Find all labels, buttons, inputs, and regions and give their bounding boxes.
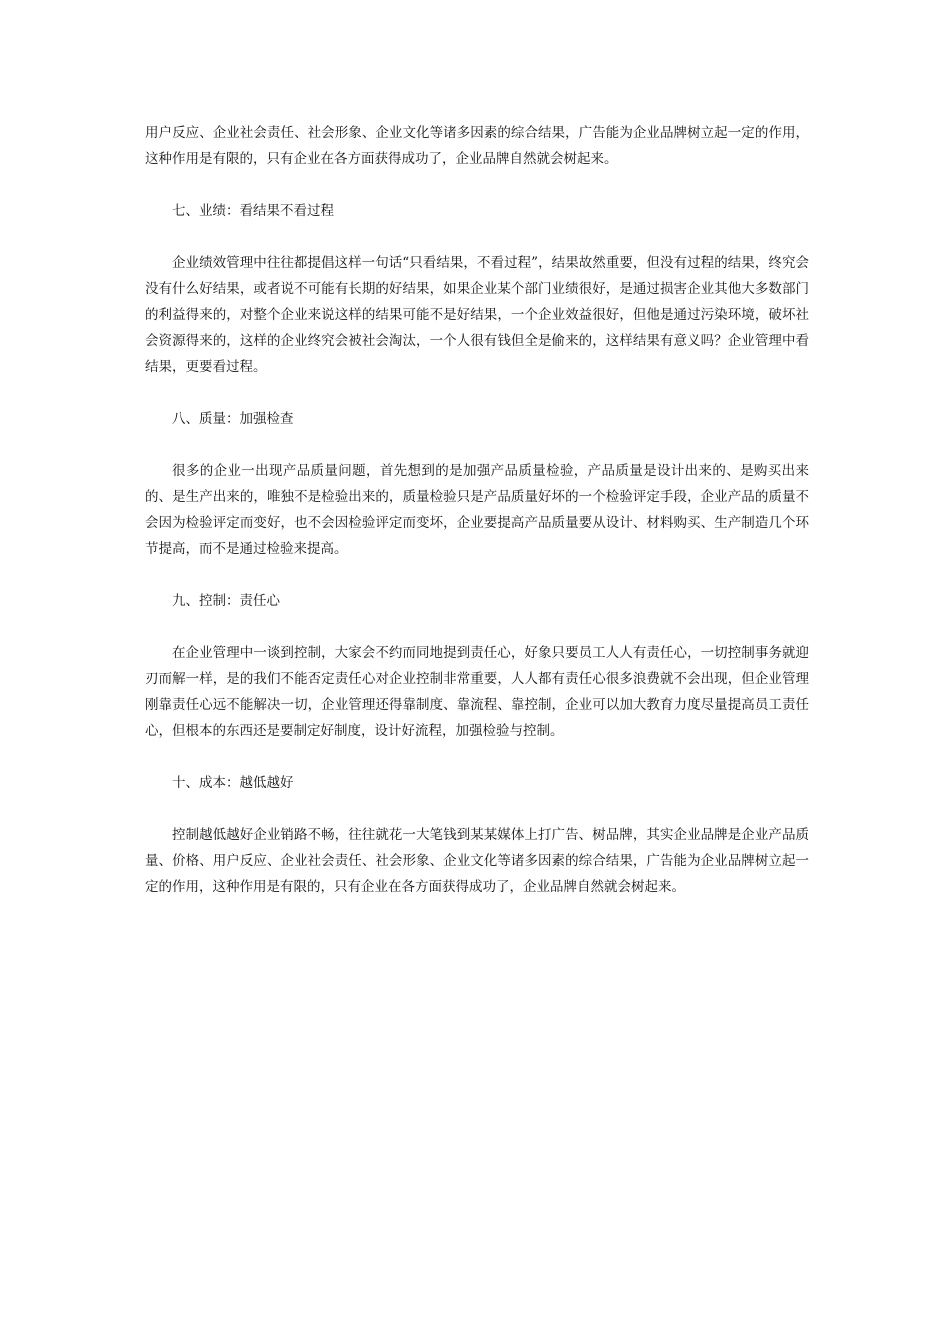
section-body-9: 在企业管理中一谈到控制，大家会不约而同地提到责任心，好象只要员工人人有责任心，一切控制事务就迎刃而解一样，是的我们不能否定责任心对企业控制非常重要，人人都有责任心很多浪费就不会出现，但企业管理刚靠责任心远不能解决一切，企业管理还得靠制度、靠流程、靠控制，企业可以加大教育力度尽量提高员工责任心，但根本的东西还是要制定好制度，设计好流程，加强检验与控制。	[145, 645, 809, 739]
section-body-8: 很多的企业一出现产品质量问题，首先想到的是加强产品质量检验，产品质量是设计出来的、是购买出来的、是生产出来的，唯独不是检验出来的，质量检验只是产品质量好坏的一个检验评定手段，企业产品的质量不会因为检验评定而变好，也不会因检验评定而变坏，企业要提高产品质量要从设计、材料购买、生产制造几个环节提高，而不是通过检验来提高。	[145, 463, 809, 557]
section-heading-10: 十、成本：越低越好	[172, 775, 294, 791]
section-body-10: 控制越低越好企业销路不畅，往往就花一大笔钱到某某媒体上打广告、树品牌，其实企业品牌是企业产品质量、价格、用户反应、企业社会责任、社会形象、企业文化等诸多因素的综合结果，广告能为企业品牌树立起一定的作用，这种作用是有限的，只有企业在各方面获得成功了，企业品牌自然就会树起来。	[145, 827, 809, 895]
section-heading-7: 七、业绩：看结果不看过程	[172, 203, 334, 219]
section-heading-8: 八、质量：加强检查	[172, 411, 294, 427]
document-page	[145, 120, 809, 926]
section-body-7: 企业绩效管理中往往都提倡这样一句话“只看结果，不看过程”，结果故然重要，但没有过程的结果，终究会没有什么好结果，或者说不可能有长期的好结果，如果企业某个部门业绩很好，是通过损害企业其他大多数部门的利益得来的，对整个企业来说这样的结果可能不是好结果，一个企业效益很好，但他是通过污染环境，破坏社会资源得来的，这样的企业终究会被社会淘汰，一个人很有钱但全是偷来的，这样结果有意义吗？企业管理中看结果，更要看过程。	[145, 255, 809, 375]
continuation-paragraph: 用户反应、企业社会责任、社会形象、企业文化等诸多因素的综合结果，广告能为企业品牌树立起一定的作用，这种作用是有限的，只有企业在各方面获得成功了，企业品牌自然就会树起来。	[145, 125, 809, 167]
section-heading-9: 九、控制：责任心	[172, 593, 280, 609]
